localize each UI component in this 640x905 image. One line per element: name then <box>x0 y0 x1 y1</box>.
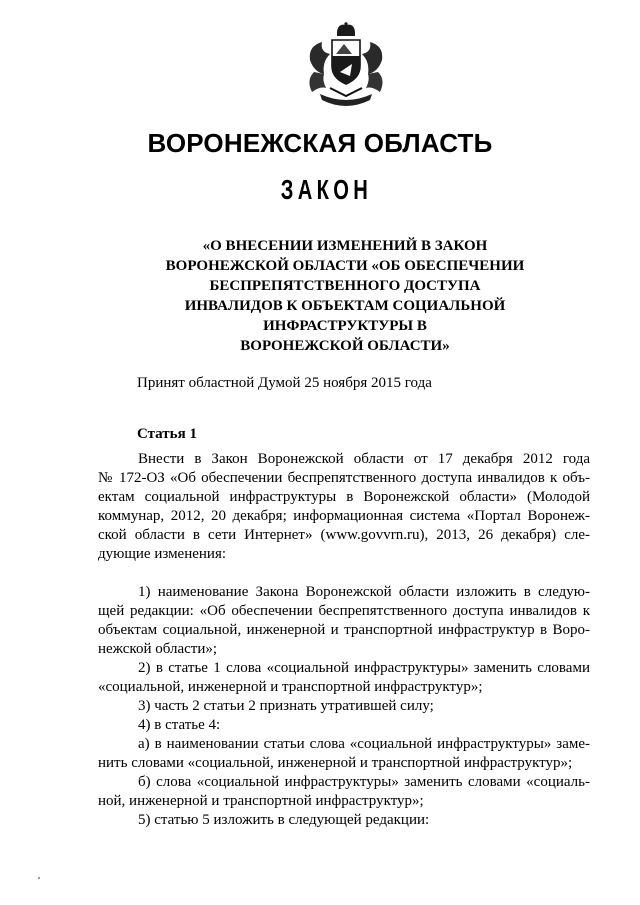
text-line: ской области в сети Интернет» (www.govvrn.ru), 2013, 26 декабря) сле- <box>98 527 590 543</box>
list-item-line: нежской области»; <box>98 641 218 657</box>
text-line: коммунар, 2012, 20 декабря; информационная система «Портал Воронеж- <box>98 508 590 524</box>
adoption-note: Принят областной Думой 25 ноября 2015 года <box>137 375 432 391</box>
article-heading: Статья 1 <box>137 426 197 442</box>
title-line: «О ВНЕСЕНИИ ИЗМЕНЕНИЙ В ЗАКОН <box>202 238 488 254</box>
text-line: Внести в Закон Воронежской области от 17 декабря 2012 года <box>138 451 590 467</box>
title-line: ВОРОНЕЖСКОЙ ОБЛАСТИ» <box>240 338 450 354</box>
list-item-line: щей редакции: «Об обеспечении беспрепятственного доступа инвалидов к <box>98 603 590 619</box>
text-line: № 172-ОЗ «Об обеспечении беспрепятственного доступа инвалидов к объ- <box>98 470 590 486</box>
list-item-line: нить словами «социальной, инженерной и транспортной инфраструктур»; <box>98 755 573 771</box>
list-item-line: «социальной, инженерной и транспортной инфраструктур»; <box>98 679 483 695</box>
list-item-line: 1) наименование Закона Воронежской области изложить в следую- <box>138 584 590 600</box>
region-heading: ВОРОНЕЖСКАЯ ОБЛАСТЬ <box>147 128 493 158</box>
list-item-line: 3) часть 2 статьи 2 признать утратившей силу; <box>138 698 434 714</box>
list-item-line: 5) статью 5 изложить в следующей редакции: <box>138 812 430 828</box>
document-type: ЗАКОН <box>280 174 373 205</box>
coat-of-arms-icon <box>300 22 392 114</box>
list-item-line: ной, инженерной и транспортной инфраструктур»; <box>98 793 424 809</box>
scan-speck <box>38 877 40 879</box>
title-line: БЕСПРЕПЯТСТВЕННОГО ДОСТУПА <box>209 278 481 294</box>
title-line: ВОРОНЕЖСКОЙ ОБЛАСТИ «ОБ ОБЕСПЕЧЕНИИ <box>165 258 525 274</box>
law-title <box>100 236 590 356</box>
title-line: ИНВАЛИДОВ К ОБЪЕКТАМ СОЦИАЛЬНОЙ <box>184 298 506 314</box>
list-item-line: б) слова «социальной инфраструктуры» заменить словами «социаль- <box>138 774 590 790</box>
article-body <box>98 450 590 830</box>
list-item-line: а) в наименовании статьи слова «социальной инфраструктуры» заме- <box>138 736 590 752</box>
list-item-line: 2) в статье 1 слова «социальной инфраструктуры» заменить словами <box>138 660 590 676</box>
text-line: дующие изменения: <box>98 546 227 562</box>
title-line: ИНФРАСТРУКТУРЫ В <box>263 318 427 334</box>
list-item-line: объектам социальной, инженерной и транспортной инфраструктур в Воро- <box>98 622 590 638</box>
text-line: ектам социальной инфраструктуры в Воронежской области» (Молодой <box>98 489 590 505</box>
list-item-line: 4) в статье 4: <box>138 717 221 733</box>
